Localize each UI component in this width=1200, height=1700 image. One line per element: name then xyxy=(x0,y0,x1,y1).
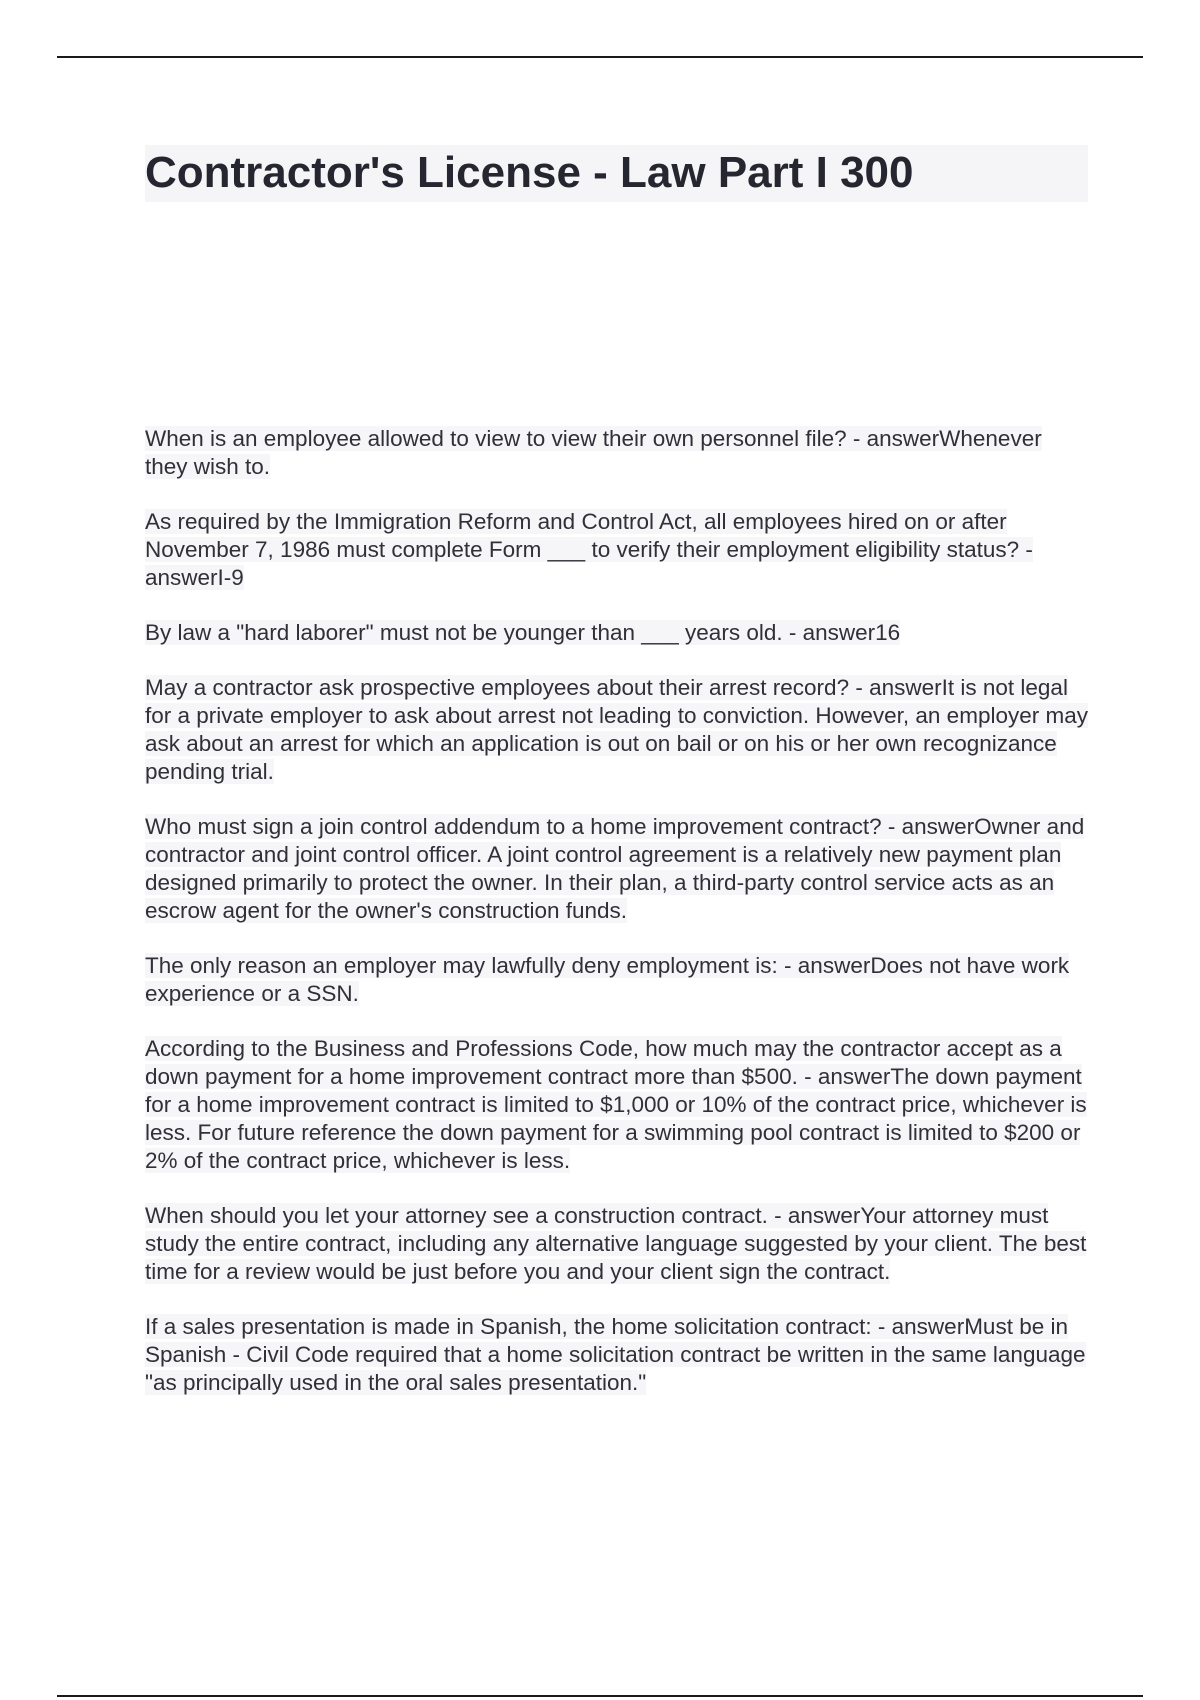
qa-answer: The down payment for a home improvement contract is limited to $1,000 or 10% of the contract price, whichever is less. For future reference the down payment for a swimming pool contract is limited to $200 or 2% of the contract price, whichever is less. xyxy=(145,1064,1087,1173)
qa-question: Who must sign a join control addendum to a home improvement contract? xyxy=(145,814,882,839)
qa-question: According to the Business and Professions Code, how much may the contractor accept as a down payment for a home improvement contract more than $500. xyxy=(145,1036,1062,1089)
qa-item: When should you let your attorney see a construction contract. - answerYour attorney must study the entire contract, including any alternative language suggested by your client. The best time for a review would be just before you and your client sign the contract. xyxy=(145,1203,1087,1284)
qa-answer: Does not have work experience or a SSN. xyxy=(145,953,1070,1006)
qa-item: According to the Business and Professions Code, how much may the contractor accept as a down payment for a home improvement contract more than $500. - answerThe down payment for a home improvement contract is limited to $1,000 or 10% of the contract price, whichever is less. For future reference the down payment for a swimming pool contract is limited to $200 or 2% of the contract price, whichever is less. xyxy=(145,1036,1087,1173)
qa-item: If a sales presentation is made in Spanish, the home solicitation contract: - answerMust be in Spanish - Civil Code required that a home solicitation contract be written in the same language "as principally used in the oral sales presentation." xyxy=(145,1314,1086,1395)
bottom-divider xyxy=(57,1695,1143,1697)
qa-question: By law a "hard laborer" must not be younger than ___ years old. xyxy=(145,620,783,645)
qa-item: As required by the Immigration Reform and Control Act, all employees hired on or after November 7, 1986 must complete Form ___ to verify their employment eligibility status? - answerI-9 xyxy=(145,509,1033,590)
qa-question: If a sales presentation is made in Spanish, the home solicitation contract: xyxy=(145,1314,872,1339)
qa-answer: Owner and contractor and joint control officer. A joint control agreement is a relatively new payment plan designed primarily to protect the owner. In their plan, a third-party control service acts as an escrow agent for the owner's construction funds. xyxy=(145,814,1085,923)
qa-question: The only reason an employer may lawfully deny employment is: xyxy=(145,953,778,978)
qa-item: By law a "hard laborer" must not be younger than ___ years old. - answer16 xyxy=(145,620,901,645)
qa-answer: Whenever they wish to. xyxy=(145,426,1042,479)
qa-answer: 16 xyxy=(875,620,901,645)
qa-item: When is an employee allowed to view to view their own personnel file? - answerWhenever they wish to. xyxy=(145,426,1042,479)
qa-item: The only reason an employer may lawfully deny employment is: - answerDoes not have work experience or a SSN. xyxy=(145,953,1070,1006)
qa-answer: It is not legal for a private employer to ask about arrest not leading to conviction. However, an employer may ask about an arrest for which an application is out on bail or on his or her own recognizance pending trial. xyxy=(145,675,1088,784)
qa-item: Who must sign a join control addendum to a home improvement contract? - answerOwner and contractor and joint control officer. A joint control agreement is a relatively new payment plan designed primarily to protect the owner. In their plan, a third-party control service acts as an escrow agent for the owner's construction funds. xyxy=(145,814,1085,923)
title-block xyxy=(145,145,1088,202)
top-divider xyxy=(57,56,1143,58)
qa-list xyxy=(145,425,1090,1424)
qa-question: When should you let your attorney see a construction contract. xyxy=(145,1203,768,1228)
qa-answer: I-9 xyxy=(217,565,244,590)
qa-item: May a contractor ask prospective employees about their arrest record? - answerIt is not legal for a private employer to ask about arrest not leading to conviction. However, an employer may ask about an arrest for which an application is out on bail or on his or her own recognizance pending trial. xyxy=(145,675,1088,784)
qa-question: As required by the Immigration Reform and Control Act, all employees hired on or after November 7, 1986 must complete Form ___ to verify their employment eligibility status? xyxy=(145,509,1020,562)
qa-question: May a contractor ask prospective employees about their arrest record? xyxy=(145,675,850,700)
qa-answer: Must be in Spanish - Civil Code required that a home solicitation contract be written in the same language "as principally used in the oral sales presentation." xyxy=(145,1314,1086,1395)
page-title: Contractor's License - Law Part I 300 xyxy=(145,148,914,197)
qa-answer: Your attorney must study the entire contract, including any alternative language suggested by your client. The best time for a review would be just before you and your client sign the contract. xyxy=(145,1203,1087,1284)
qa-question: When is an employee allowed to view to view their own personnel file? xyxy=(145,426,847,451)
